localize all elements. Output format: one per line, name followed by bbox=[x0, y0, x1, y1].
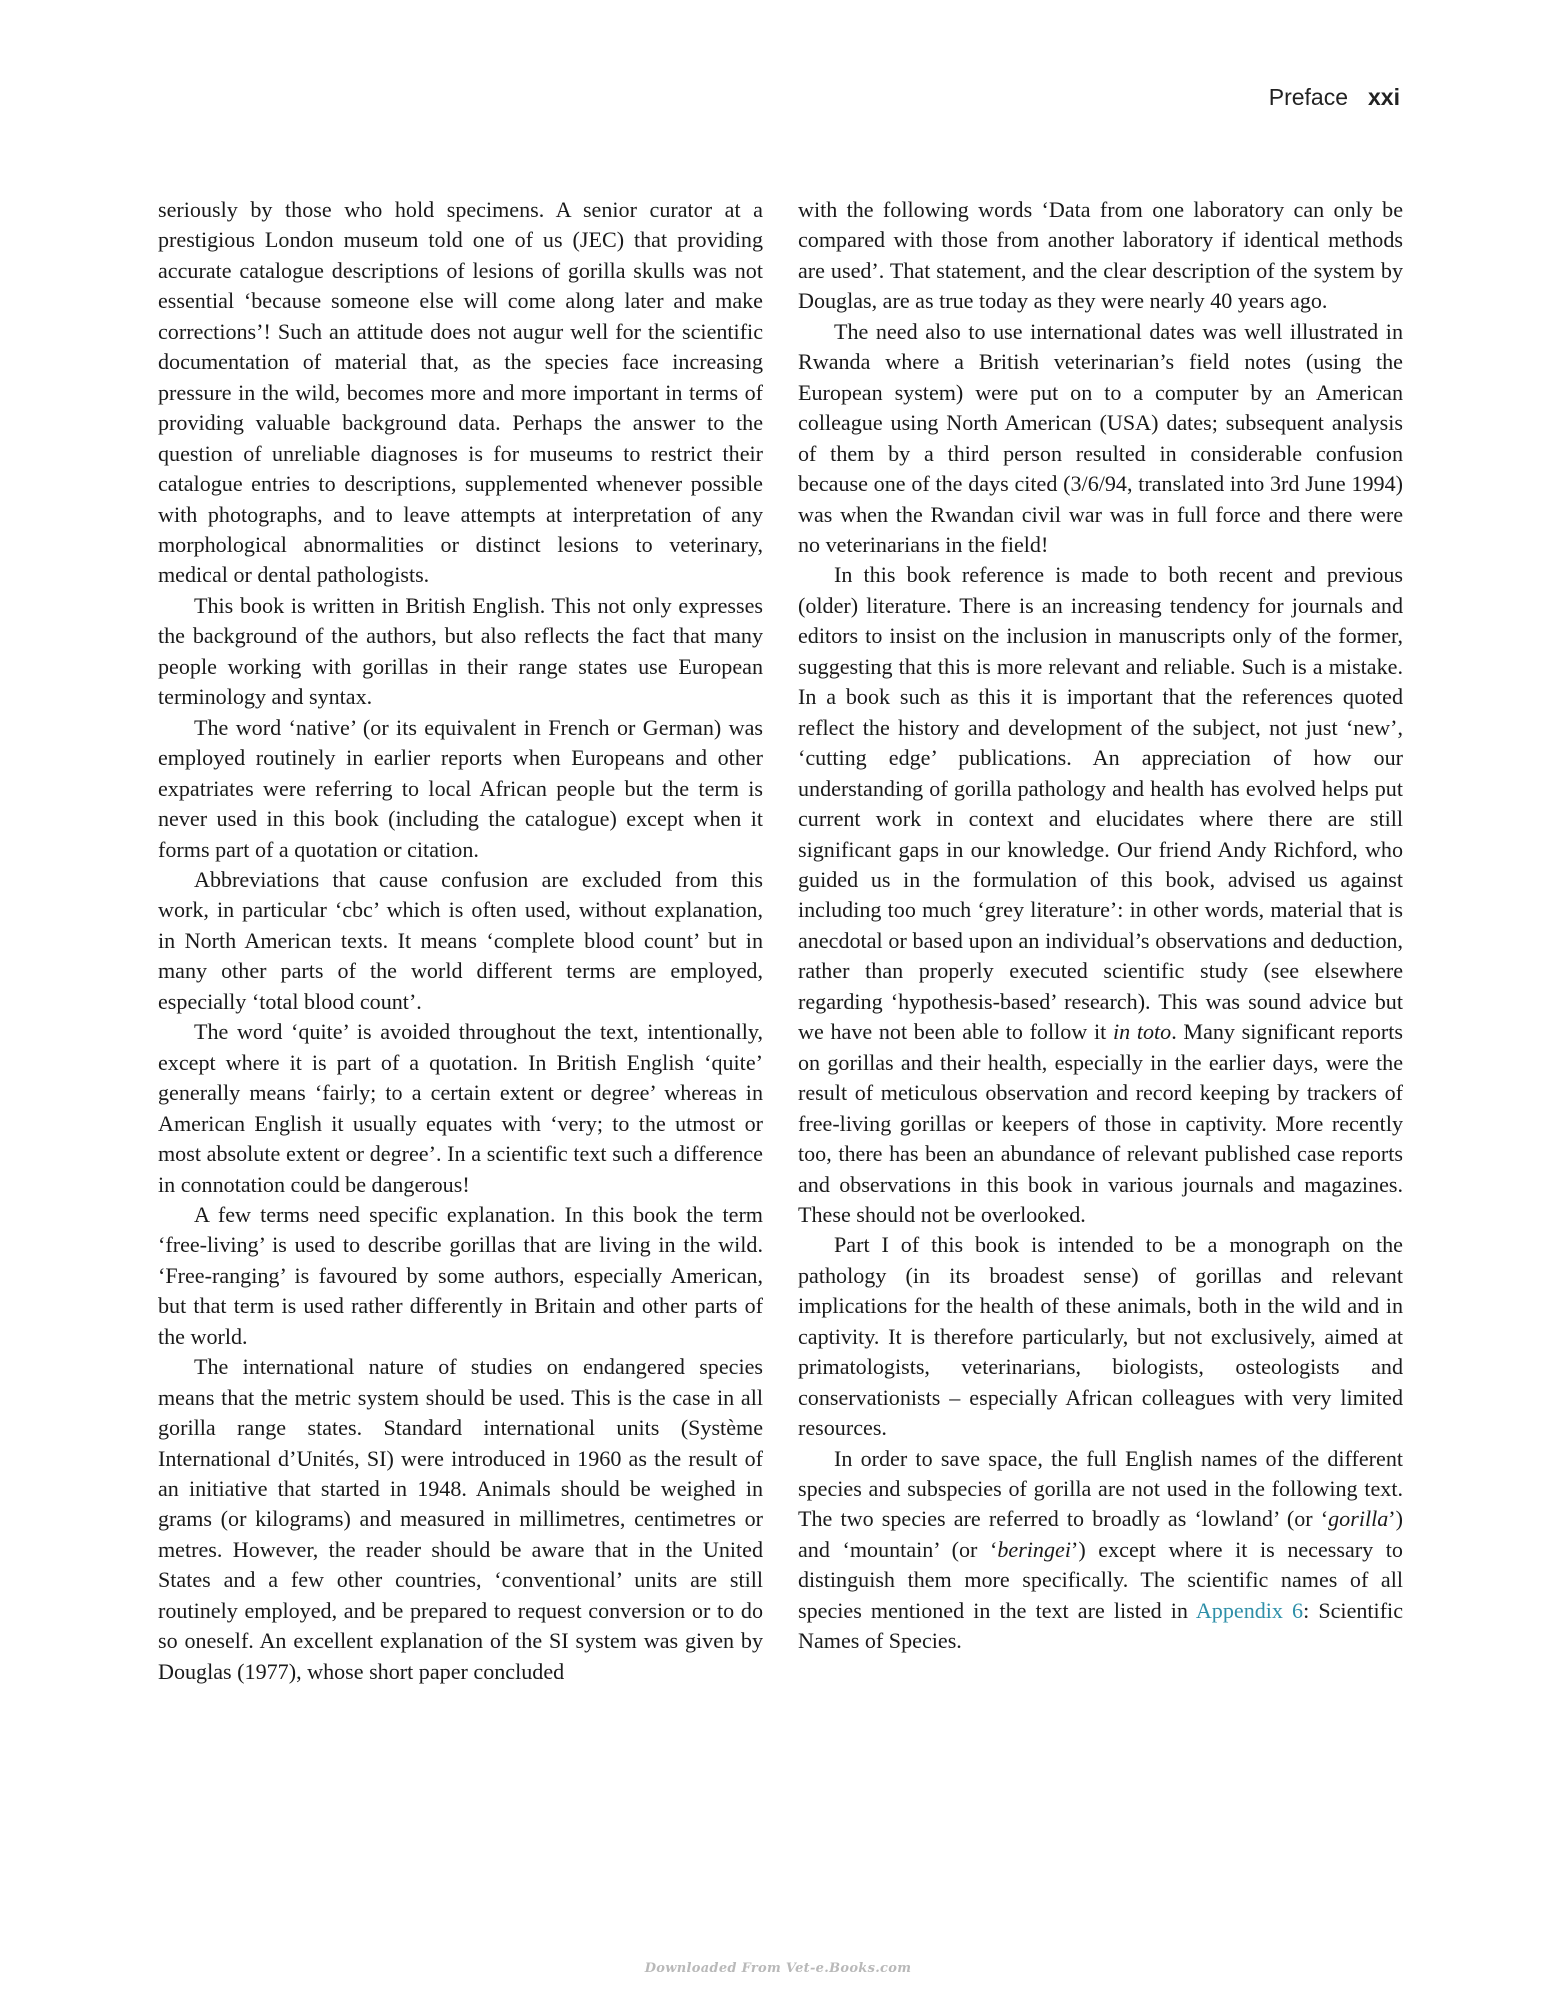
italic-species-name: beringei bbox=[997, 1536, 1071, 1562]
text-run: : Scientific Names of Species. bbox=[798, 1597, 1403, 1654]
left-column bbox=[158, 195, 763, 1687]
paragraph: This book is written in British English. This not only expresses the background of the authors, but also reflects the fact that many people working with gorillas in their range states use European terminology and syntax. bbox=[158, 592, 763, 710]
paragraph: with the following words ‘Data from one laboratory can only be compared with those from another laboratory if identical methods are used’. That statement, and the clear description of the system by Douglas, are as true today as they were nearly 40 years ago. bbox=[798, 197, 1403, 314]
text-run: In order to save space, the full English names of the different species and subspecies of gorilla are not used in the following text. The two species are referred to broadly as ‘lowland’ (or ‘ bbox=[798, 1445, 1403, 1532]
paragraph: The need also to use international dates was well illustrated in Rwanda where a British veterinarian’s field notes (using the European system) were put on to a computer by an American colleague using North American (USA) dates; subsequent analysis of them by a third person resulted in considerable confusion because one of the days cited (3/6/94, translated into 3rd June 1994) was when the Rwandan civil war was in full force and there were no veterinarians in the field! bbox=[798, 318, 1403, 557]
paragraph bbox=[798, 560, 1403, 1230]
text-run: . Many significant reports on gorillas and their health, especially in the earlier days, were the result of meticulous observation and record keeping by trackers of free-living gorillas or keepers of those in captivity. More recently too, there has been an abundance of relevant published case reports and observations in this book in various journals and magazines. These should not be overlooked. bbox=[798, 1019, 1403, 1227]
paragraph bbox=[798, 1444, 1403, 1657]
text-run: ’) and ‘mountain’ (or ‘ bbox=[798, 1506, 1403, 1562]
page-number: xxi bbox=[1368, 84, 1400, 110]
right-column bbox=[798, 195, 1403, 1657]
paragraph: The international nature of studies on endangered species means that the metric system should be used. This is the case in all gorilla range states. Standard international units (Système International d’Unités, SI) were introduced in 1960 as the result of an initiative that started in 1948. Animals should be weighed in grams (or kilograms) and measured in millimetres, centimetres or metres. However, the reader should be aware that in the United States and a few other countries, ‘conventional’ units are still routinely employed, and be prepared to request conversion or to do so oneself. An excellent explanation of the SI system was given by Douglas (1977), whose short paper concluded bbox=[158, 1354, 763, 1684]
download-watermark: Downloaded From Vet-e.Books.com bbox=[644, 1961, 912, 1976]
paragraph: The word ‘quite’ is avoided throughout the text, intentionally, except where it is part of a quotation. In British English ‘quite’ generally means ‘fairly; to a certain extent or degree’ whereas in American English it usually equates with ‘very; to the utmost or most absolute extent or degree’. In a scientific text such a difference in connotation could be dangerous! bbox=[158, 1019, 763, 1197]
text-run: ’) except where it is necessary to distinguish them more specifically. The scientific names of all species mentioned in the text are listed in bbox=[798, 1536, 1403, 1623]
running-header bbox=[1269, 84, 1400, 111]
paragraph: seriously by those who hold specimens. A senior curator at a prestigious London museum told one of us (JEC) that providing accurate catalogue descriptions of lesions of gorilla skulls was not essential ‘because someone else will come along later and make corrections’! Such an attitude does not augur well for the scientific documentation of material that, as the species face increasing pressure in the wild, becomes more and more important in terms of providing valuable background data. Perhaps the answer to the question of unreliable diagnoses is for museums to restrict their catalogue entries to descriptions, supplemented whenever possible with photographs, and to leave attempts at interpretation of any morphological abnormalities or distinct lesions to veterinary, medical or dental pathologists. bbox=[158, 197, 763, 588]
paragraph: The word ‘native’ (or its equivalent in French or German) was employed routinely in earlier reports when Europeans and other expatriates were referring to local African people but the term is never used in this book (including the catalogue) except when it forms part of a quotation or citation. bbox=[158, 714, 763, 862]
paragraph: Abbreviations that cause confusion are excluded from this work, in particular ‘cbc’ which is often used, without explanation, in North American texts. It means ‘complete blood count’ but in many other parts of the world different terms are employed, especially ‘total blood count’. bbox=[158, 866, 763, 1014]
text-run: In this book reference is made to both recent and previous (older) literature. There is an increasing tendency for journals and editors to insist on the inclusion in manuscripts only of the former, suggesting that this is more relevant and reliable. Such is a mistake. In a book such as this it is important that the references quoted reflect the history and development of the subject, not just ‘new’, ‘cutting edge’ publications. An appreciation of how our understanding of gorilla pathology and health has evolved helps put current work in context and elucidates where there are still significant gaps in our knowledge. Our friend Andy Richford, who guided us in the formulation of this book, advised us against including too much ‘grey literature’: in other words, material that is anecdotal or based upon an individual’s observations and deduction, rather than properly executed scientific study (see elsewhere regarding ‘hypothesis-based’ research). This was sound advice but we have not been able to follow it bbox=[798, 562, 1403, 1045]
italic-term: in toto bbox=[1112, 1019, 1172, 1045]
paragraph: A few terms need specific explanation. In this book the term ‘free-living’ is used to describe gorillas that are living in the wild. ‘Free-ranging’ is favoured by some authors, especially American, but that term is used rather differently in Britain and other parts of the world. bbox=[158, 1201, 763, 1349]
italic-species-name: gorilla bbox=[1328, 1506, 1389, 1532]
section-title: Preface bbox=[1268, 84, 1349, 110]
paragraph: Part I of this book is intended to be a monograph on the pathology (in its broadest sense) of gorillas and relevant implications for the health of these animals, both in the wild and in captivity. It is therefore particularly, but not exclusively, aimed at primatologists, veterinarians, biologists, osteologists and conservationists – especially African colleagues with very limited resources. bbox=[798, 1232, 1403, 1441]
appendix-link[interactable]: Appendix 6 bbox=[1195, 1597, 1304, 1623]
